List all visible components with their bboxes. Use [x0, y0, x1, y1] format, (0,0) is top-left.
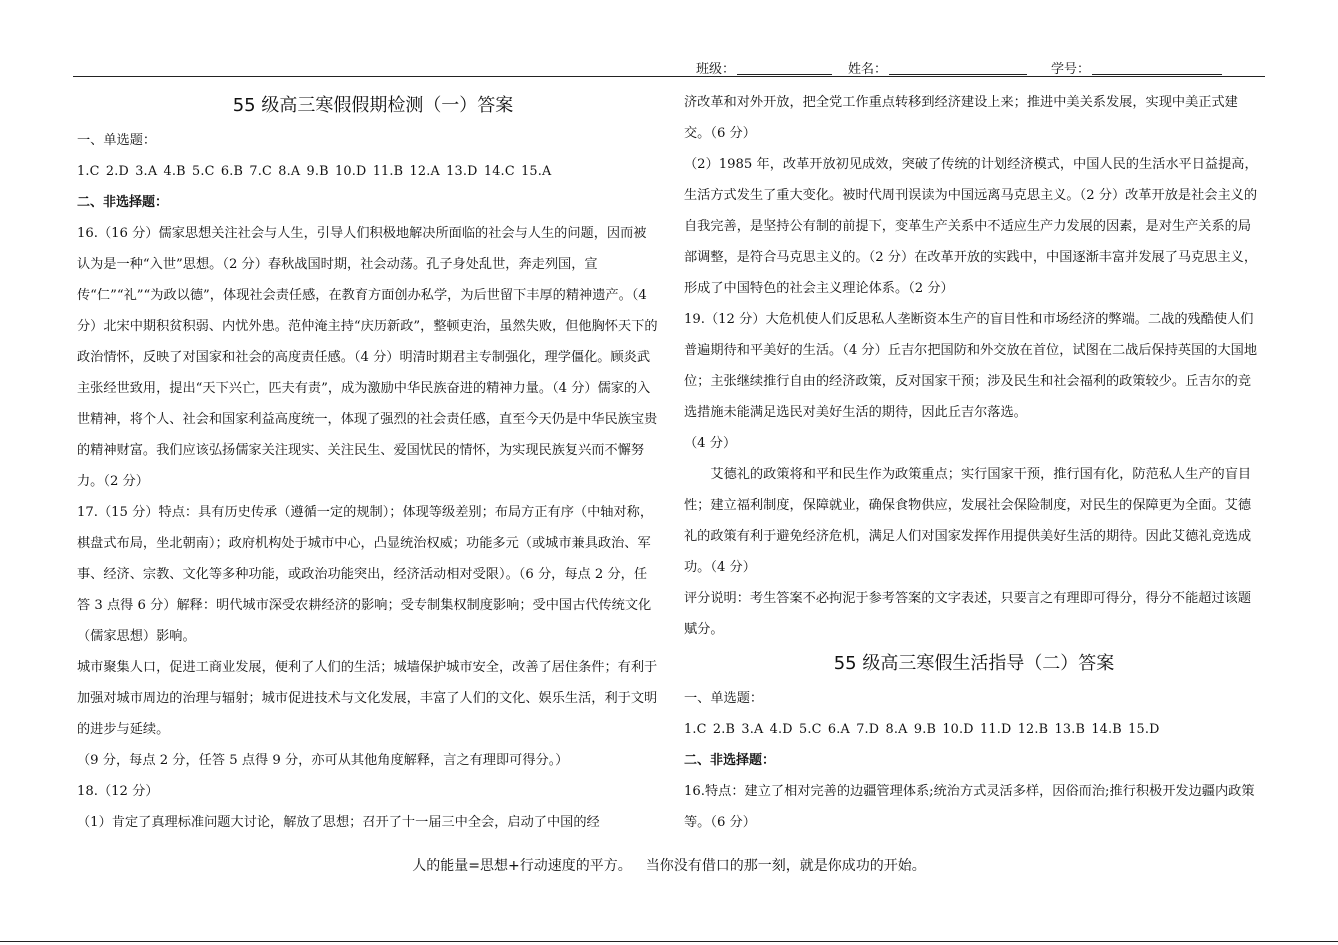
section-essay-heading-2: 二、非选择题： [684, 753, 776, 768]
motto-footer [0, 853, 1338, 879]
class-label: 班级： [696, 62, 736, 77]
student-id-blank [1092, 62, 1222, 75]
scoring-note: 评分说明：考生答案不必拘泥于参考答案的文字表述，只要言之有理即可得分，得分不能超过该题赋分。 [684, 591, 1252, 637]
class-field [696, 58, 832, 77]
page-bottom-border [0, 941, 1338, 942]
name-field [848, 58, 1027, 77]
motto-2: 当你没有借口的那一刻，就是你成功的开始。 [645, 858, 926, 874]
answer-q19: 19.（12 分）大危机使人们反思私人垄断资本生产的盲目性和市场经济的弊端。二战的残酷使人们普遍期待和平美好的生活。（4 分）丘吉尔把国防和外交放在首位，试图在二战后保持英国的大国地位；主张继续推行自由的经济政策，反对国家干预；涉及民生和社会福利的政策较少。丘吉尔的竞选措施未能满足选民对美好生活的期待，因此丘吉尔落选。 [684, 312, 1258, 420]
answer-q18-part1-cont: 济改革和对外开放，把全党工作重点转移到经济建设上来；推进中美关系发展，实现中美正式建交。（6 分） [684, 95, 1238, 141]
motto-1: 人的能量=思想+行动速度的平方。 [412, 858, 632, 874]
class-blank [737, 62, 832, 75]
answer-q18-part2: （2）1985 年，改革开放初见成效，突破了传统的计划经济模式，中国人民的生活水平日益提高，生活方式发生了重大变化。被时代周刊误读为中国远离马克思主义。（2 分）改革开放是社会主义的自我完善，是坚持公有制的前提下，变革生产关系中不适应生产力发展的因素，是对生产关系的局部调整，是符合马克思主义的。（2 分）在改革开放的实践中，中国逐渐丰富并发展了马克思主义，形成了中国特色的社会主义理论体系。（2 分） [684, 157, 1258, 296]
answer-q18-heading: 18.（12 分） [77, 784, 159, 799]
answer-q19-score: （4 分） [684, 436, 737, 451]
section-choice-heading-2: 一、单选题： [684, 691, 764, 706]
section-choice-heading: 一、单选题： [77, 133, 157, 148]
choice-answers-2: 1.C 2.B 3.A 4.D 5.C 6.A 7.D 8.A 9.B 10.D 11.D 12.B 13.B 14.B 15.D [684, 722, 1160, 737]
student-info-header [696, 58, 1256, 78]
left-column [77, 87, 659, 838]
exam-title-2: 55 级高三寒假生活指导（二）答案 [833, 653, 1115, 674]
header-divider [73, 76, 1265, 77]
name-blank [889, 62, 1027, 75]
exam-title-1: 55 级高三寒假假期检测（一）答案 [232, 95, 514, 116]
answer-q17-part1: 17.（15 分）特点：具有历史传承（遵循一定的规制）；体现等级差别；布局方正有序（中轴对称，棋盘式布局，坐北朝南）；政府机构处于城市中心，凸显统治权威；功能多元（或城市兼具政治、军事、经济、宗教、文化等多种功能，或政治功能突出，经济活动相对受限）。（6 分，每点 2 分，任答 3 点得 6 分）解释：明代城市深受农耕经济的影响；受专制集权制度影响；受中国古代传统文化（儒家思想）影响。 [77, 505, 654, 644]
answer-q16: 16.（16 分）儒家思想关注社会与人生，引导人们积极地解决所面临的社会与人生的问题，因而被认为是一种“入世”思想。（2 分）春秋战国时期，社会动荡。孔子身处乱世，奔走列国，宣传“仁”“礼”“为政以德”，体现社会责任感，在教育方面创办私学，为后世留下丰厚的精神遗产。（4 分）北宋中期积贫积弱、内忧外患。范仲淹主持“庆历新政”，整顿吏治，虽然失败，但他胸怀天下的政治情怀，反映了对国家和社会的高度责任感。（4 分）明清时期君主专制强化，理学僵化。顾炎武主张经世致用，提出“天下兴亡，匹夫有责”，成为激励中华民族奋进的精神力量。（4 分）儒家的入世精神，将个人、社会和国家利益高度统一，体现了强烈的社会责任感，直至今天仍是中华民族宝贵的精神财富。我们应该弘扬儒家关注现实、关注民生、爱国忧民的情怀，为实现民族复兴而不懈努力。（2 分） [77, 226, 658, 489]
choice-answers: 1.C 2.D 3.A 4.B 5.C 6.B 7.C 8.A 9.B 10.D 11.B 12.A 13.D 14.C 15.A [77, 164, 552, 179]
answer-q19-part2: 艾德礼的政策将和平和民生作为政策重点；实行国家干预，推行国有化，防范私人生产的盲目性；建立福利制度，保障就业，确保食物供应，发展社会保险制度，对民生的保障更为全面。艾德礼的政策有利于避免经济危机，满足人们对国家发挥作用提供美好生活的期待。因此艾德礼竞选成功。（4 分） [684, 467, 1252, 575]
section-essay-heading: 二、非选择题： [77, 195, 169, 210]
answer-q17-scoring: （9 分，每点 2 分，任答 5 点得 9 分，亦可从其他角度解释，言之有理即可得分。） [77, 753, 569, 768]
answer-q16-2: 16.特点：建立了相对完善的边疆管理体系;统治方式灵活多样，因俗而治;推行积极开发边疆内政策等。（6 分） [684, 784, 1255, 830]
name-label: 姓名： [848, 62, 888, 77]
right-column [684, 87, 1264, 838]
answer-q17-part2: 城市聚集人口，促进工商业发展，便利了人们的生活；城墙保护城市安全，改善了居住条件；有利于加强对城市周边的治理与辐射；城市促进技术与文化发展，丰富了人们的文化、娱乐生活，利于文明的进步与延续。 [77, 660, 658, 737]
student-id-label: 学号： [1051, 62, 1091, 77]
answer-q18-part1: （1）肯定了真理标准问题大讨论，解放了思想；召开了十一届三中全会，启动了中国的经 [77, 815, 600, 830]
student-id-field [1051, 58, 1222, 77]
